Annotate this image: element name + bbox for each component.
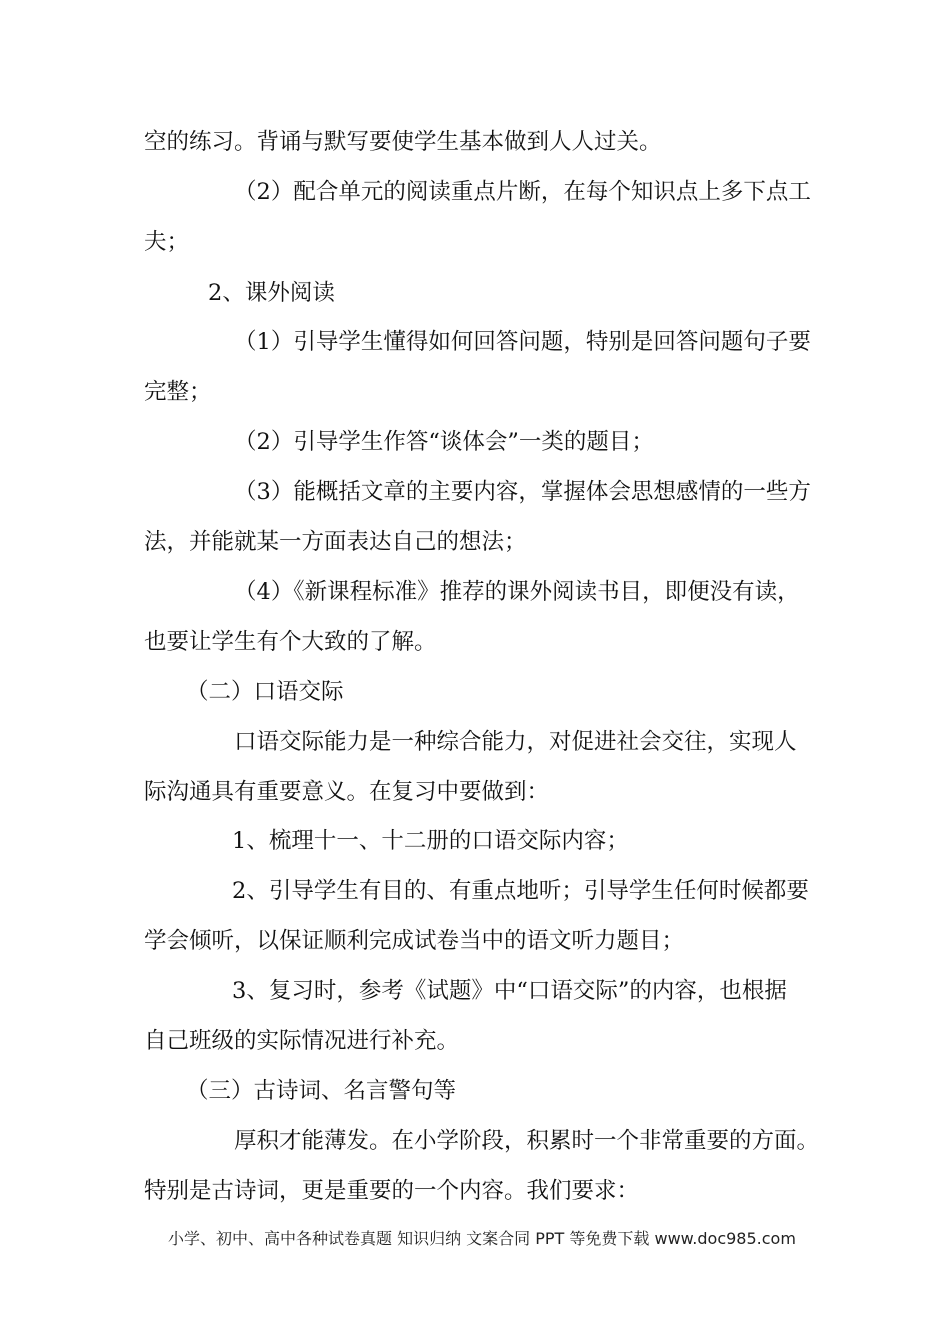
paragraph-line: 夫； <box>144 229 190 255</box>
paragraph-line: 口语交际能力是一种综合能力，对促进社会交往，实现人 <box>234 729 797 755</box>
paragraph-line: 也要让学生有个大致的了解。 <box>144 629 437 655</box>
paragraph-line: 学会倾听，以保证顺利完成试卷当中的语文听力题目； <box>144 928 685 954</box>
paragraph-line: 1、梳理十一、十二册的口语交际内容； <box>232 828 629 854</box>
paragraph-line: 2、引导学生有目的、有重点地听；引导学生任何时候都要 <box>232 878 809 904</box>
paragraph-line: 3、复习时，参考《试题》中“口语交际”的内容，也根据 <box>232 978 787 1004</box>
paragraph-line: （2）配合单元的阅读重点片断，在每个知识点上多下点工 <box>234 179 811 205</box>
paragraph-line: （4）《新课程标准》推荐的课外阅读书目，即便没有读， <box>234 579 800 605</box>
paragraph-line: （3）能概括文章的主要内容，掌握体会思想感情的一些方 <box>234 479 811 505</box>
paragraph-line: 法，并能就某一方面表达自己的想法； <box>144 529 527 555</box>
paragraph-line: （2）引导学生作答“谈体会”一类的题目； <box>234 429 654 455</box>
section-heading: （二）口语交际 <box>186 679 344 705</box>
paragraph-line: 特别是古诗词，更是重要的一个内容。我们要求： <box>144 1178 640 1204</box>
footer-watermark: 小学、初中、高中各种试卷真题 知识归纳 文案合同 PPT 等免费下载 www.doc985.com <box>168 1229 796 1248</box>
section-heading: 2、课外阅读 <box>208 280 335 306</box>
paragraph-line: （1）引导学生懂得如何回答问题，特别是回答问题句子要 <box>234 329 811 355</box>
paragraph-line: 厚积才能薄发。在小学阶段，积累时一个非常重要的方面。 <box>234 1128 820 1154</box>
paragraph-line: 完整； <box>144 379 212 405</box>
paragraph-line: 自己班级的实际情况进行补充。 <box>144 1028 460 1054</box>
paragraph-line: 空的练习。背诵与默写要使学生基本做到人人过关。 <box>144 129 662 155</box>
section-heading: （三）古诗词、名言警句等 <box>186 1078 457 1104</box>
paragraph-line: 际沟通具有重要意义。在复习中要做到： <box>144 779 550 805</box>
